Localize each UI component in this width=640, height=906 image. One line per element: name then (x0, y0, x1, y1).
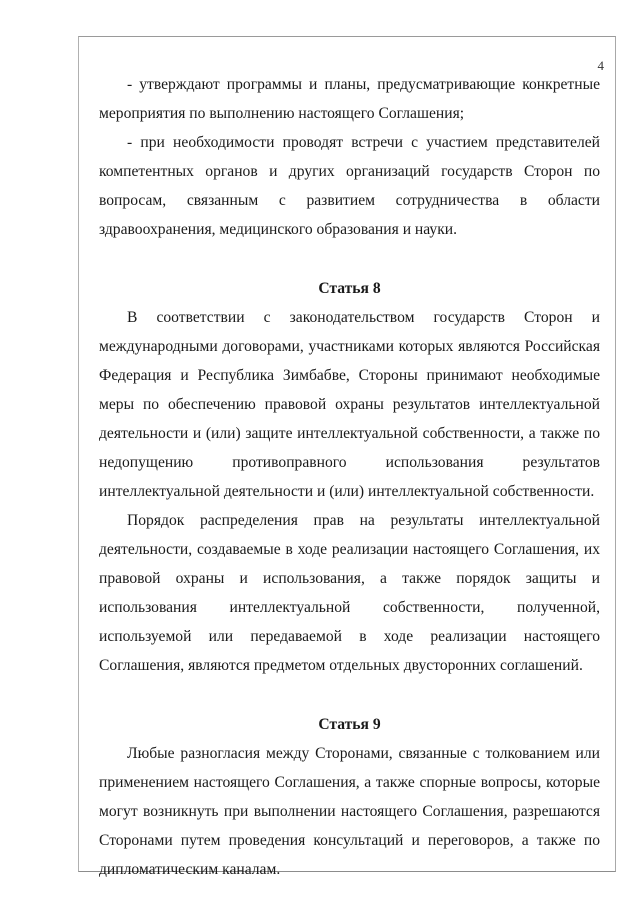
intro-item-1: - утверждают программы и планы, предусматривающие конкретные мероприятия по выполнению настоящего Соглашения; (99, 76, 600, 122)
article-8-paragraph-2: Порядок распределения прав на результаты интеллектуальной деятельности, создаваемые в ходе реализации настоящего Соглашения, их правовой охраны и использования, а также порядок защиты и использования интеллектуальной собственности, полученной, используемой или передаваемой в ходе реализации настоящего Соглашения, являются предметом отдельных двусторонних соглашений. (99, 512, 600, 674)
article-9-paragraph-1: Любые разногласия между Сторонами, связанные с толкованием или применением настоящего Соглашения, а также спорные вопросы, которые могут возникнуть при выполнении настоящего Соглашения, разрешаются Сторонами путем проведения консультаций и переговоров, а также по дипломатическим каналам. (99, 745, 600, 878)
document-body (99, 70, 600, 884)
intro-item-2: - при необходимости проводят встречи с участием представителей компетентных органов и других организаций государств Сторон по вопросам, связанным с развитием сотрудничества в области здравоохранения, медицинского образования и науки. (99, 134, 600, 238)
article-8-paragraph-1: В соответствии с законодательством государств Сторон и международными договорами, участниками которых являются Российская Федерация и Республика Зимбабве, Стороны принимают необходимые меры по обеспечению правовой охраны результатов интеллектуальной деятельности и (или) защите интеллектуальной собственности, а также по недопущению противоправного использования результатов интеллектуальной деятельности и (или) интеллектуальной собственности. (99, 309, 600, 500)
article-9-heading: Статья 9 (318, 716, 381, 733)
article-8-heading: Статья 8 (318, 280, 381, 297)
page-number: 4 (597, 58, 604, 73)
